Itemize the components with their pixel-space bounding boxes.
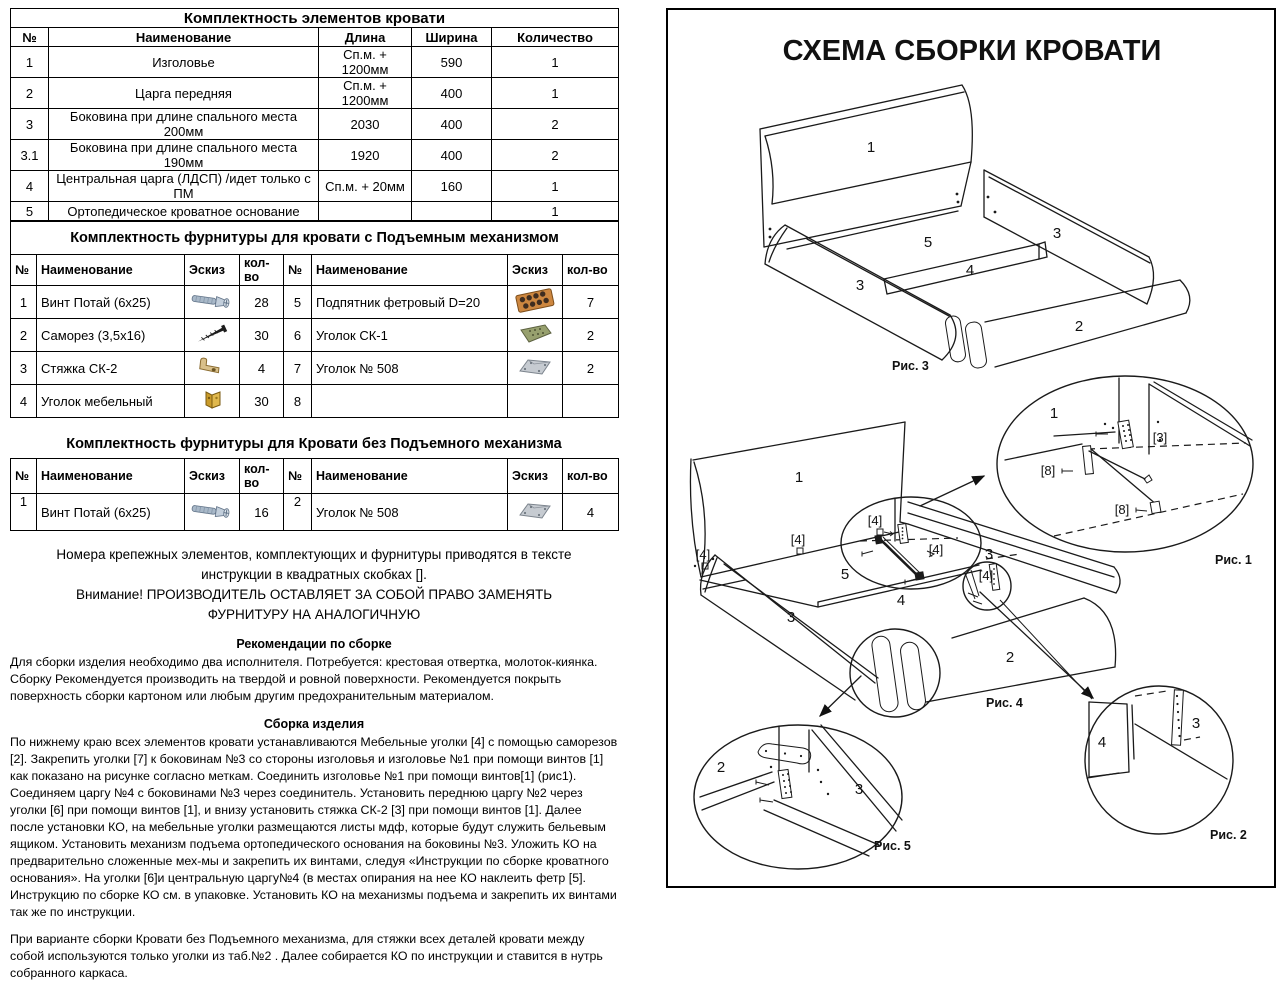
corner-sk1-icon (508, 319, 563, 352)
fig1-part-1-label: 1 (1049, 405, 1059, 422)
col-header: Количество (492, 28, 619, 47)
fig3-part-3b-label: 3 (855, 277, 865, 294)
fig4-caption: Рис. 4 (986, 696, 1023, 710)
assembly-heading: Сборка изделия (263, 717, 365, 731)
table-row: 1 Винт Потай (6х25) 16 2 Уголок № 508 4 (11, 494, 619, 531)
hardware-nopm-table (10, 458, 619, 531)
hardware-pm-table (10, 221, 619, 418)
bed-elements-table (10, 8, 619, 221)
col-header: Эскиз (185, 459, 240, 494)
col-header: Длина (319, 28, 412, 47)
fig4-part-1-label: 1 (794, 469, 804, 486)
col-header: Наименование (312, 459, 508, 494)
table-row: 5 Ортопедическое кроватное основание 1 (11, 202, 619, 221)
fig3-part-1-label: 1 (866, 139, 876, 156)
assembly-paragraph: По нижнему краю всех элементов кровати устанавливаются Мебельные уголки [4] с помощью саморезов [2]. Закрепить уголки [7] к боковинам №3 со стороны изголовья и изголовье №1 при помощи винтов [1] как показано на рисунке согласно меткам. Соединить изголовье №1 при помощи винтов[1] (рис1). Соединяем царгу №4 с боковинами №3 через соединитель. Установить переднюю царгу №2 через уголки [6] при помощи винтов [1], и внизу установить стяжка СК-2 [3] при помощи винтов [1]. Далее после установки КО, на мебельные уголки размещаются листы мдф, которые будут служить бельевым ящиком. Установить механизм подъема ортопедического основания на боковины №3. Уложить КО на предварительно сложенные мех-мы и закрепить их винтами, следуя «Инструкции по сборке кроватного основания». На уголки [6]и центральную царгу№4 (в местах опирания на нее КО наклеить фетр [5]. Инструкцию по сборке КО см. в упаковке. Установить КО на механизмы подъема и закрепить их винтами так же по инструкции. (10, 735, 618, 919)
empty-sketch-cell (508, 385, 563, 418)
table-row: 1 Изголовье Сп.м. + 1200мм 590 1 (11, 47, 619, 78)
fig5-caption: Рис. 5 (874, 839, 911, 853)
col-header: № (284, 255, 312, 286)
note-line-1: Номера крепежных элементов, комплектующих и фурнитуры приводятся в тексте инструкции в квадратных скобках []. (56, 547, 572, 582)
fig3-exploded-bed (760, 85, 1190, 373)
fig2-center-bar-detail (1085, 686, 1247, 842)
col-header: Ширина (412, 28, 492, 47)
corner-508-icon (508, 494, 563, 531)
fig4-part-5-label: 5 (840, 566, 850, 583)
tie-sk2-icon (185, 352, 240, 385)
col-header: № (11, 459, 37, 494)
hardware-pm-table-title: Комплектность фурнитуры для кровати с Подъемным механизмом (11, 222, 619, 255)
felt-pad-icon (508, 286, 563, 319)
fig3-part-4-label: 4 (965, 262, 975, 279)
col-header: кол-во (240, 255, 284, 286)
col-header: № (11, 255, 37, 286)
fig4-assembled-bed (690, 422, 1120, 717)
countersunk-screw-icon (185, 494, 240, 531)
assembly-diagram (668, 10, 1274, 886)
fig1-caption: Рис. 1 (1215, 553, 1252, 567)
fig4-tag4-c: [4] (867, 513, 883, 528)
fig5-corner-detail (694, 725, 911, 869)
self-tapping-screw-icon (185, 319, 240, 352)
col-header: кол-во (563, 255, 619, 286)
fig1-tag3-label: [3] (1152, 430, 1168, 445)
fig4-tag4-a: [4] (790, 532, 806, 547)
table-row: 4 Уголок мебельный 30 8 (11, 385, 619, 418)
bed-elements-table-title: Комплектность элементов кровати (11, 9, 619, 28)
assembly-diagram-panel (666, 8, 1276, 888)
diagram-title: СХЕМА СБОРКИ КРОВАТИ (782, 35, 1162, 67)
col-header: Эскиз (185, 255, 240, 286)
note-line-2: Внимание! ПРОИЗВОДИТЕЛЬ ОСТАВЛЯЕТ ЗА СОБОЙ ПРАВО ЗАМЕНЯТЬ ФУРНИТУРУ НА АНАЛОГИЧНУЮ (75, 587, 553, 622)
table-row: 3.1 Боковина при длине спального места 190мм 1920 400 2 (11, 140, 619, 171)
fig1-tag8-a-label: [8] (1040, 463, 1056, 478)
fig4-part-3-label: 3 (786, 609, 796, 626)
fig2-caption: Рис. 2 (1210, 828, 1247, 842)
furniture-corner-icon (185, 385, 240, 418)
col-header: кол-во (240, 459, 284, 494)
fig5-part-3-label: 3 (854, 781, 864, 798)
fig4-tag4-b: [4] (695, 547, 711, 562)
col-header: Эскиз (508, 459, 563, 494)
brackets-note (10, 545, 618, 625)
fig3-caption: Рис. 3 (892, 359, 929, 373)
countersunk-screw-icon (185, 286, 240, 319)
fig4-tag4-e: [4] (978, 568, 994, 583)
table-row: 2 Саморез (3,5х16) 30 6 Уголок СК-1 2 (11, 319, 619, 352)
table-row: 4 Центральная царга (ЛДСП) /идет только с ПМ Сп.м. + 20мм 160 1 (11, 171, 619, 202)
fig5-part-2-label: 2 (716, 759, 726, 776)
col-header: Наименование (37, 255, 185, 286)
fig2-part-4-label: 4 (1097, 734, 1107, 751)
col-header: № (11, 28, 49, 47)
hardware-nopm-table-title: Комплектность фурнитуры для Кровати без Подъемного механизма (66, 436, 562, 452)
corner-508-icon (508, 352, 563, 385)
fig1-tag8-b-label: [8] (1114, 502, 1130, 517)
fig3-part-3-label: 3 (1052, 225, 1062, 242)
instruction-left-column (10, 8, 618, 982)
fig4-part-4-label: 4 (896, 592, 906, 609)
fig4-tag4-d: [4] (928, 542, 944, 557)
table-row: 3 Боковина при длине спального места 200мм 2030 400 2 (11, 109, 619, 140)
col-header: № (284, 459, 312, 494)
fig4-part-2-label: 2 (1005, 649, 1015, 666)
fig4-part-3b-label: 3 (984, 546, 994, 563)
fig3-part-5-label: 5 (923, 234, 933, 251)
col-header: Наименование (37, 459, 185, 494)
recommendations-heading: Рекомендации по сборке (236, 637, 392, 651)
table-row: 3 Стяжка СК-2 4 7 Уголок № 508 2 (11, 352, 619, 385)
col-header: кол-во (563, 459, 619, 494)
assembly-no-pm-paragraph: При варианте сборки Кровати без Подъемного механизма, для стяжки всех деталей кровати между собой используются только уголки из таб.№2 . Далее собирается КО по инструкции и ставится в нутрь собранного каркаса. (10, 932, 603, 980)
col-header: Эскиз (508, 255, 563, 286)
fig1-joint-detail (997, 376, 1253, 567)
col-header: Наименование (312, 255, 508, 286)
col-header: Наименование (49, 28, 319, 47)
fig2-part-3-label: 3 (1191, 715, 1201, 732)
table-row: 1 Винт Потай (6х25) 28 5 Подпятник фетровый D=20 7 (11, 286, 619, 319)
recommendations-paragraph: Для сборки изделия необходимо два исполнителя. Потребуется: крестовая отвертка, молоток-киянка. Сборку Рекомендуется производить на твердой и ровной поверхности. Рекомендуется покрыть поверхность сборки картоном или любым другим предохранительным материалом. (10, 655, 598, 703)
table-row: 2 Царга передняя Сп.м. + 1200мм 400 1 (11, 78, 619, 109)
fig3-part-2-label: 2 (1074, 318, 1084, 335)
